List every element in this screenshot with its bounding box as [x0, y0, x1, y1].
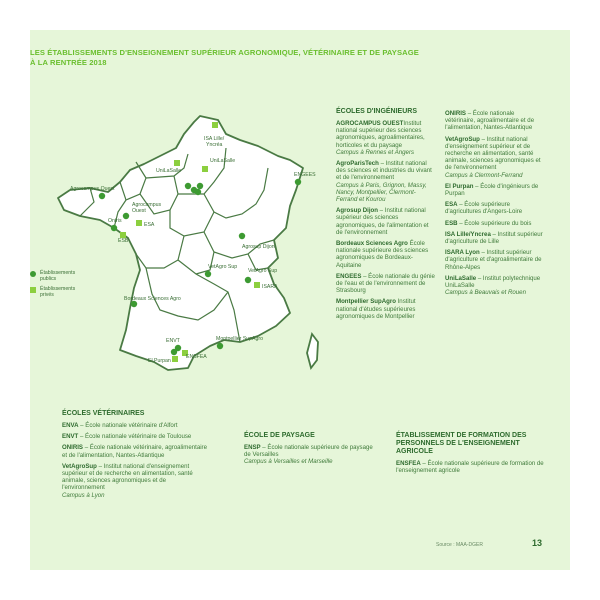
school-campus: Campus à Paris, Grignon, Massy, Nancy, Montpellier, Clermont-Ferrand et Kourou [336, 181, 427, 204]
school-entry [336, 160, 436, 203]
school-entry [336, 240, 436, 269]
marker-angers-esa [136, 220, 142, 226]
source-note: Source : MAA-DGER [436, 542, 483, 548]
school-entry [62, 433, 210, 440]
map-label-agrocampus-ouest-2: Agrocampus [132, 202, 162, 208]
marker-nantes [111, 225, 117, 231]
map-label-ensfea: ENSFEA [186, 354, 207, 360]
veterinaires-heading: ÉCOLES VÉTÉRINAIRES [62, 410, 145, 417]
veterinaires-list [62, 422, 210, 499]
school-name: ESA [445, 201, 458, 209]
marker-lyon-isara [254, 282, 260, 288]
school-entry [336, 298, 436, 320]
school-campus: Campus à Lyon [62, 491, 105, 499]
school-campus: Campus à Rennes et Angers [336, 148, 415, 156]
school-description: – École nationale supérieure de formation de l'enseignement agricole [396, 460, 544, 475]
school-entry [445, 110, 545, 132]
school-entry [62, 422, 210, 429]
school-description: – Institut national supérieur des sciences agronomiques, de l'alimentation et de l'environnement [336, 207, 429, 236]
school-entry [445, 220, 545, 227]
france-outline [58, 116, 303, 370]
marker-montpellier [217, 343, 223, 349]
school-description: – Institut national des sciences et industries du vivant et de l'environnement [336, 160, 432, 182]
marker-lyon [245, 277, 251, 283]
marker-lille [212, 122, 218, 128]
marker-toulouse-purpan [172, 356, 178, 362]
school-entry [445, 201, 545, 215]
school-description: École nationale supérieure des sciences agronomiques de Bordeaux-Aquitaine [336, 240, 429, 269]
school-campus: Campus à Clermont-Ferrand [445, 171, 523, 179]
school-name: ESB [445, 219, 458, 227]
page-number: 13 [532, 538, 543, 548]
map-label-montpellier: Montpellier SupAgro [216, 336, 264, 342]
map-label-oniris: Oniris [108, 218, 122, 224]
marker-angers [123, 213, 129, 219]
school-entry [445, 275, 545, 297]
school-description: – École nationale du génie de l'eau et de l'environnement de Strasbourg [336, 272, 435, 295]
map-label-esb: ESB [118, 238, 129, 244]
school-description: – École nationale vétérinaire, agroalimentaire et de l'alimentation, Nantes-Atlantique [445, 110, 535, 132]
school-description: – École nationale vétérinaire, agroalimentaire et de l'alimentation, Nantes-Atlantique [62, 444, 207, 459]
map-label-agrocampus-ouest-2b: Ouest [132, 208, 146, 214]
map-label-vetagro-sup-2: VetAgro Sup [248, 268, 278, 274]
school-name: AGROCAMPUS OUEST [336, 120, 404, 127]
formation-heading: ÉTABLISSEMENT DE FORMATION DES PERSONNELS DE L'ENSEIGNEMENT AGRICOLE [396, 432, 527, 455]
ingenieurs-column-1 [336, 108, 436, 324]
map-label-vetagro-sup: VetAgro Sup [208, 264, 238, 270]
ingenieurs-list-1 [336, 120, 436, 320]
marker-paris-1 [185, 183, 191, 189]
map-legend [30, 270, 75, 302]
map-label-unilasalle-1: UniLaSalle [156, 168, 182, 174]
title-line-2: À LA RENTRÉE 2018 [30, 58, 107, 67]
formation-list [396, 460, 546, 474]
france-map [28, 98, 328, 398]
school-description: Institut national d'études supérieures agronomiques de Montpellier [336, 298, 416, 320]
school-name: VetAgroSup [62, 462, 97, 470]
marker-dijon [239, 233, 245, 239]
school-name: ENSP [244, 444, 261, 451]
legend-private-label-1: Établissements [40, 286, 76, 292]
page-title [30, 48, 470, 68]
school-entry [336, 207, 436, 236]
school-entry [244, 444, 374, 466]
school-name: ISA Lille/Yncrea [445, 230, 491, 238]
map-label-esa: ESA [144, 222, 155, 228]
school-name: ENSFEA [396, 460, 421, 467]
legend-public-label-2: publics [40, 276, 57, 282]
school-description: – École supérieure du bois [457, 219, 532, 227]
school-name: Agrosup Dijon [336, 207, 378, 215]
legend-private-square [30, 287, 36, 293]
school-name: ENVT [62, 433, 79, 441]
school-description: – Institut supérieur d'agriculture et d'agroalimentaire de Rhône-Alpes [445, 249, 542, 271]
marker-rennes [99, 193, 105, 199]
legend-public [30, 270, 75, 282]
marker-rouen [174, 160, 180, 166]
school-description: Institut national supérieur des sciences agronomiques, agroalimentaires, horticoles et du paysage [336, 120, 425, 149]
paysage-column [244, 432, 374, 470]
school-entry [336, 273, 436, 295]
school-entry [445, 183, 545, 197]
school-name: ENGEES [336, 272, 362, 280]
school-description: – Institut polytechnique UniLaSalle [445, 274, 541, 290]
school-name: ISARA Lyon [445, 249, 480, 257]
school-name: Montpellier SupAgro [336, 298, 396, 306]
ingenieurs-list-2 [445, 110, 545, 296]
school-name: ONIRIS [62, 444, 83, 452]
school-entry [336, 120, 436, 156]
map-label-bordeaux: Bordeaux Sciences Agro [124, 296, 181, 302]
marker-strasbourg [295, 179, 301, 185]
map-label-envt: ENVT [166, 338, 180, 344]
map-label-isa-lille-2: Yncréa [206, 142, 223, 148]
school-name: El Purpan [445, 182, 474, 190]
map-label-unilasalle-2: UniLaSalle [210, 158, 236, 164]
ingenieurs-heading: ÉCOLES D'INGÉNIEURS [336, 108, 418, 115]
school-name: AgroParisTech [336, 160, 379, 168]
school-description: – École supérieure d'agricultures d'Angers-Loire [445, 201, 523, 216]
school-name: Bordeaux Sciences Agro [336, 240, 408, 248]
map-label-el-purpan: El Purpan [148, 358, 171, 364]
school-name: UniLaSalle [445, 274, 477, 282]
map-label-isara: ISARA [262, 284, 278, 290]
map-label-engees: ENGEES [294, 172, 316, 178]
school-name: ENVA [62, 422, 79, 429]
map-label-agrosup-dijon: Agrosup Dijon [242, 244, 275, 250]
formation-column [396, 432, 546, 478]
legend-private-label-2: privés [40, 292, 54, 298]
legend-public-dot [30, 271, 36, 277]
school-description: – École nationale supérieure de paysage de Versailles [244, 444, 373, 459]
school-description: – École nationale vétérinaire d'Alfort [78, 422, 178, 429]
paysage-heading: ÉCOLE DE PAYSAGE [244, 432, 315, 439]
school-entry [62, 444, 210, 458]
school-entry [445, 231, 545, 245]
school-name: ONIRIS [445, 110, 466, 117]
school-description: – Institut national d'enseignement supérieur et de recherche en alimentation, santé animale, sciences agronomiques et de l'environnement [62, 462, 193, 492]
title-line-1: LES ÉTABLISSEMENTS D'ENSEIGNEMENT SUPÉRIEUR AGRONOMIQUE, VÉTÉRINAIRE ET DE PAYSAGE [30, 48, 419, 57]
marker-paris-3 [197, 183, 203, 189]
marker-beauvais [202, 166, 208, 172]
paysage-list [244, 444, 374, 466]
school-description: – Institut national d'enseignement supérieur et de recherche en alimentation, santé animale, sciences agronomiques et de l'environnement [445, 135, 541, 172]
school-entry [445, 136, 545, 179]
school-entry [62, 463, 210, 499]
school-description: – École nationale vétérinaire de Toulouse [78, 433, 192, 441]
school-name: VetAgroSup [445, 135, 480, 143]
legend-public-label-1: Établissements [40, 270, 76, 276]
school-description: – Institut supérieur d'agriculture de Lille [445, 230, 543, 246]
marker-toulouse-2 [171, 349, 177, 355]
school-campus: Campus à Versailles et Marseille [244, 458, 333, 466]
corsica [307, 334, 318, 368]
map-label-agrocampus-ouest: Agrocampus Ouest [70, 186, 115, 192]
school-entry [396, 460, 546, 474]
school-description: – École d'ingénieurs de Purpan [445, 182, 539, 198]
school-entry [445, 249, 545, 271]
marker-paris-4 [195, 189, 201, 195]
marker-clermont [205, 271, 211, 277]
map-label-isa-lille: ISA Lille/ [204, 136, 225, 142]
veterinaires-column [62, 410, 210, 503]
ingenieurs-column-2 [445, 110, 545, 300]
school-campus: Campus à Beauvais et Rouen [445, 289, 526, 297]
legend-private [30, 286, 75, 298]
